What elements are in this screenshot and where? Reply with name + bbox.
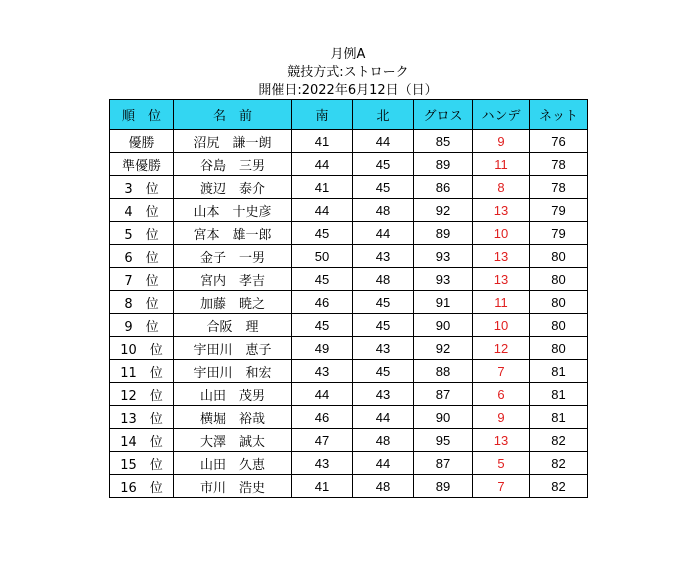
table-row	[110, 176, 588, 199]
title-block	[0, 46, 696, 100]
north-score-cell: 48	[353, 429, 414, 452]
table-row	[110, 314, 588, 337]
name-cell: 山本 十史彦	[174, 199, 292, 222]
net-score-cell: 82	[530, 452, 588, 475]
south-score-cell: 50	[292, 245, 353, 268]
name-cell: 宇田川 和宏	[174, 360, 292, 383]
table-row	[110, 337, 588, 360]
south-score-cell: 41	[292, 176, 353, 199]
name-cell: 金子 一男	[174, 245, 292, 268]
handicap-cell: 8	[473, 176, 530, 199]
north-score-cell: 45	[353, 153, 414, 176]
south-score-cell: 44	[292, 153, 353, 176]
header-row	[110, 100, 588, 130]
south-score-cell: 44	[292, 383, 353, 406]
net-score-cell: 81	[530, 360, 588, 383]
north-score-cell: 44	[353, 406, 414, 429]
north-score-cell: 45	[353, 360, 414, 383]
header-net: ネット	[530, 100, 588, 130]
north-score-cell: 43	[353, 337, 414, 360]
gross-score-cell: 91	[414, 291, 473, 314]
rank-cell: 3 位	[110, 176, 174, 199]
north-score-cell: 44	[353, 222, 414, 245]
rank-cell: 4 位	[110, 199, 174, 222]
name-cell: 山田 茂男	[174, 383, 292, 406]
table-row	[110, 222, 588, 245]
header-name: 名 前	[174, 100, 292, 130]
net-score-cell: 79	[530, 199, 588, 222]
handicap-cell: 7	[473, 360, 530, 383]
north-score-cell: 48	[353, 268, 414, 291]
name-cell: 谷島 三男	[174, 153, 292, 176]
table-row	[110, 130, 588, 153]
north-score-cell: 45	[353, 176, 414, 199]
handicap-cell: 13	[473, 268, 530, 291]
header-south: 南	[292, 100, 353, 130]
net-score-cell: 82	[530, 429, 588, 452]
gross-score-cell: 88	[414, 360, 473, 383]
rank-cell: 9 位	[110, 314, 174, 337]
name-cell: 合阪 理	[174, 314, 292, 337]
north-score-cell: 45	[353, 291, 414, 314]
competition-date: 開催日:2022年6月12日（日）	[258, 83, 438, 98]
gross-score-cell: 89	[414, 475, 473, 498]
rank-cell: 優勝	[110, 130, 174, 153]
rank-cell: 5 位	[110, 222, 174, 245]
south-score-cell: 47	[292, 429, 353, 452]
table-row	[110, 406, 588, 429]
handicap-cell: 11	[473, 153, 530, 176]
handicap-cell: 9	[473, 130, 530, 153]
net-score-cell: 81	[530, 383, 588, 406]
rank-cell: 12 位	[110, 383, 174, 406]
net-score-cell: 78	[530, 176, 588, 199]
name-cell: 渡辺 泰介	[174, 176, 292, 199]
net-score-cell: 80	[530, 314, 588, 337]
net-score-cell: 80	[530, 291, 588, 314]
name-cell: 山田 久恵	[174, 452, 292, 475]
net-score-cell: 80	[530, 245, 588, 268]
handicap-cell: 5	[473, 452, 530, 475]
rank-cell: 14 位	[110, 429, 174, 452]
rank-cell: 8 位	[110, 291, 174, 314]
north-score-cell: 44	[353, 130, 414, 153]
handicap-cell: 11	[473, 291, 530, 314]
net-score-cell: 81	[530, 406, 588, 429]
handicap-cell: 7	[473, 475, 530, 498]
name-cell: 宇田川 恵子	[174, 337, 292, 360]
table-row	[110, 429, 588, 452]
gross-score-cell: 85	[414, 130, 473, 153]
north-score-cell: 43	[353, 383, 414, 406]
name-cell: 宮内 孝吉	[174, 268, 292, 291]
south-score-cell: 45	[292, 268, 353, 291]
rank-cell: 11 位	[110, 360, 174, 383]
name-cell: 市川 浩史	[174, 475, 292, 498]
rank-cell: 7 位	[110, 268, 174, 291]
gross-score-cell: 89	[414, 153, 473, 176]
south-score-cell: 44	[292, 199, 353, 222]
handicap-cell: 10	[473, 222, 530, 245]
table-row	[110, 291, 588, 314]
gross-score-cell: 87	[414, 452, 473, 475]
rank-cell: 準優勝	[110, 153, 174, 176]
rank-cell: 13 位	[110, 406, 174, 429]
handicap-cell: 10	[473, 314, 530, 337]
net-score-cell: 82	[530, 475, 588, 498]
net-score-cell: 80	[530, 337, 588, 360]
handicap-cell: 13	[473, 199, 530, 222]
rank-cell: 10 位	[110, 337, 174, 360]
north-score-cell: 48	[353, 199, 414, 222]
net-score-cell: 80	[530, 268, 588, 291]
table-row	[110, 245, 588, 268]
rank-cell: 15 位	[110, 452, 174, 475]
results-table	[109, 99, 588, 498]
table-row	[110, 475, 588, 498]
gross-score-cell: 95	[414, 429, 473, 452]
name-cell: 大澤 誠太	[174, 429, 292, 452]
gross-score-cell: 90	[414, 406, 473, 429]
south-score-cell: 46	[292, 406, 353, 429]
table-row	[110, 360, 588, 383]
handicap-cell: 13	[473, 429, 530, 452]
handicap-cell: 9	[473, 406, 530, 429]
net-score-cell: 79	[530, 222, 588, 245]
gross-score-cell: 93	[414, 268, 473, 291]
handicap-cell: 6	[473, 383, 530, 406]
gross-score-cell: 93	[414, 245, 473, 268]
handicap-cell: 13	[473, 245, 530, 268]
north-score-cell: 44	[353, 452, 414, 475]
net-score-cell: 78	[530, 153, 588, 176]
rank-cell: 16 位	[110, 475, 174, 498]
table-row	[110, 383, 588, 406]
gross-score-cell: 92	[414, 337, 473, 360]
header-rank: 順 位	[110, 100, 174, 130]
name-cell: 沼尻 謙一朗	[174, 130, 292, 153]
south-score-cell: 43	[292, 360, 353, 383]
north-score-cell: 45	[353, 314, 414, 337]
gross-score-cell: 89	[414, 222, 473, 245]
header-north: 北	[353, 100, 414, 130]
south-score-cell: 45	[292, 314, 353, 337]
competition-format: 競技方式:ストローク	[287, 65, 409, 80]
handicap-cell: 12	[473, 337, 530, 360]
net-score-cell: 76	[530, 130, 588, 153]
south-score-cell: 46	[292, 291, 353, 314]
south-score-cell: 43	[292, 452, 353, 475]
header-gross: グロス	[414, 100, 473, 130]
name-cell: 宮本 雄一郎	[174, 222, 292, 245]
rank-cell: 6 位	[110, 245, 174, 268]
table-row	[110, 199, 588, 222]
name-cell: 加藤 暁之	[174, 291, 292, 314]
competition-name: 月例A	[330, 47, 366, 62]
name-cell: 横堀 裕哉	[174, 406, 292, 429]
south-score-cell: 41	[292, 475, 353, 498]
south-score-cell: 41	[292, 130, 353, 153]
gross-score-cell: 86	[414, 176, 473, 199]
header-handicap: ハンデ	[473, 100, 530, 130]
gross-score-cell: 87	[414, 383, 473, 406]
gross-score-cell: 92	[414, 199, 473, 222]
table-row	[110, 268, 588, 291]
south-score-cell: 49	[292, 337, 353, 360]
north-score-cell: 43	[353, 245, 414, 268]
south-score-cell: 45	[292, 222, 353, 245]
table-row	[110, 153, 588, 176]
north-score-cell: 48	[353, 475, 414, 498]
gross-score-cell: 90	[414, 314, 473, 337]
table-row	[110, 452, 588, 475]
